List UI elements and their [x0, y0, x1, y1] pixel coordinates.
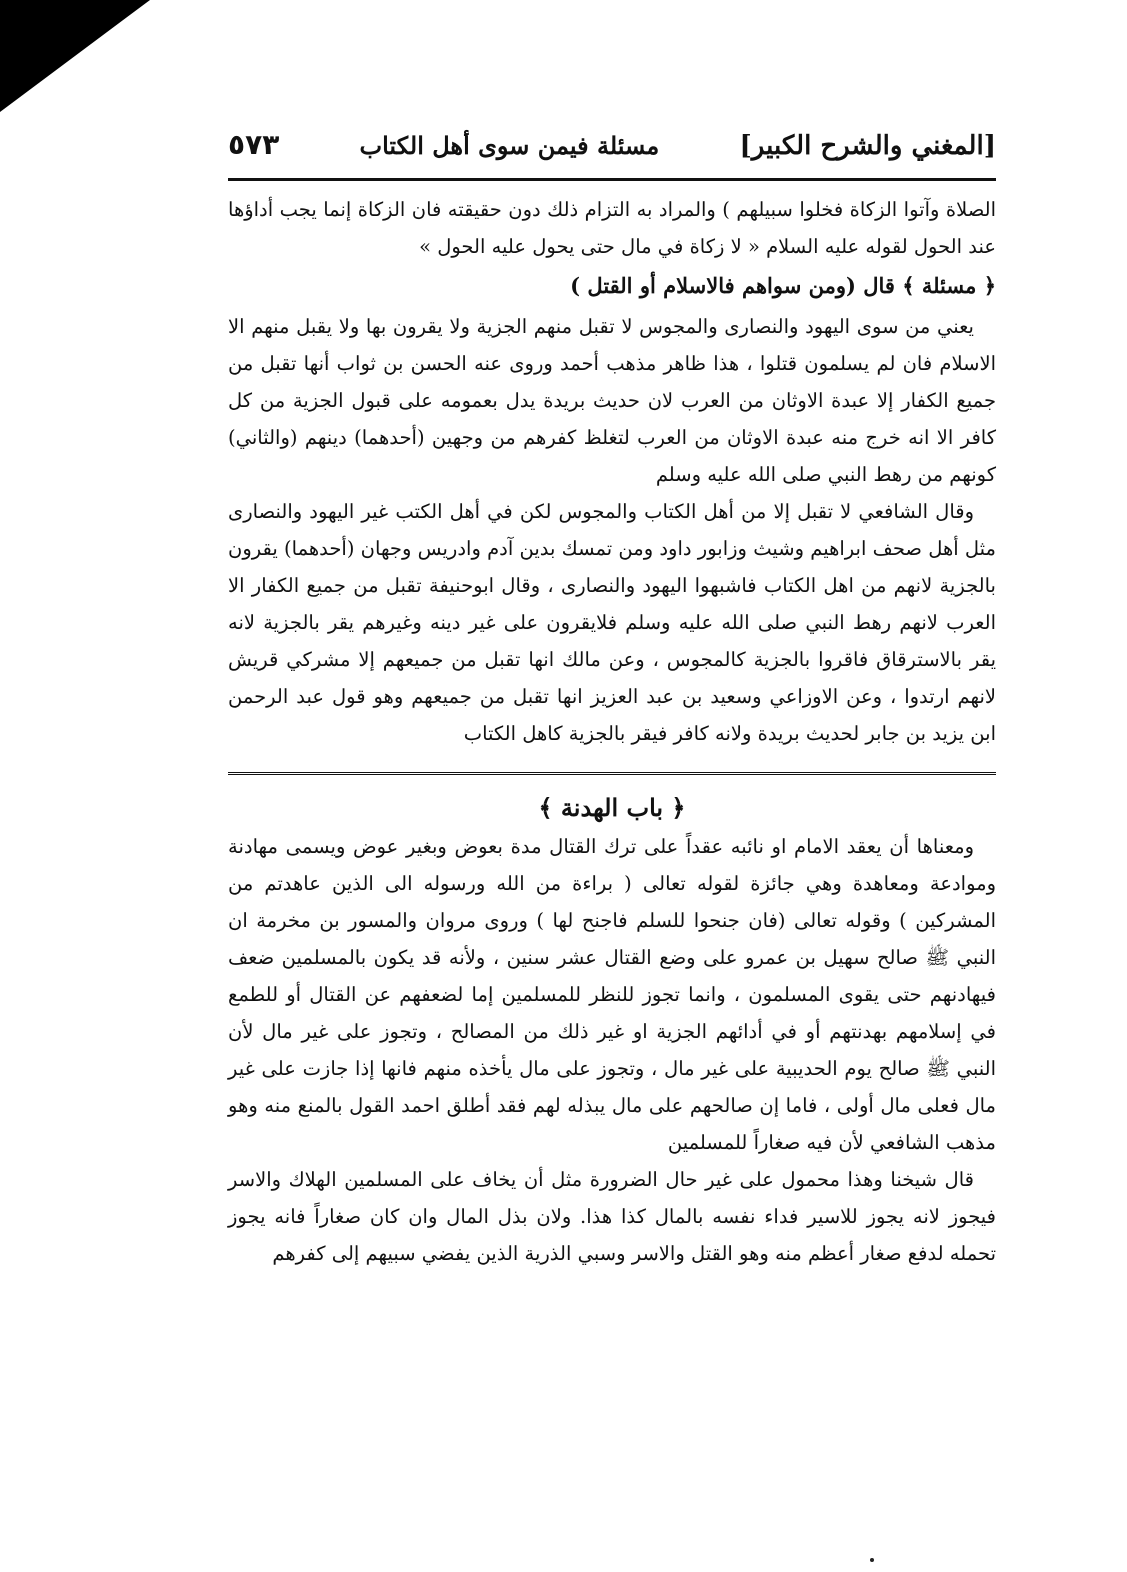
- paragraph-truce-definition: ومعناها أن يعقد الامام او نائبه عقداً على ترك القتال مدة بعوض وبغير عوض ويسمى مهادنة وموادعة ومعاهدة وهي جائزة لقوله تعالى ( براءة من الله ورسوله الى الذين عاهدتم من المشركين ) وقوله تعالى (فان جنحوا للسلم فاجنح لها ) وروى مروان والمسور بن مخرمة ان النبي ﷺ صالح سهيل بن عمرو على وضع القتال عشر سنين ، ولأنه قد يكون بالمسلمين ضعف فيهادنهم حتى يقوى المسلمون ، وانما تجوز للنظر للمسلمين إما لضعفهم عن القتال أو للطمع في إسلامهم بهدنتهم أو في أدائهم الجزية او غير ذلك من المصالح ، وتجوز على غير مال لأن النبي ﷺ صالح يوم الحديبية على غير مال ، وتجوز على مال يأخذه منهم فانها إذا جازت على غير مال فعلى مال أولى ، فاما إن صالحهم على مال يبذله لهم فقد أطلق احمد القول بالمنع منه وهو مذهب الشافعي لأن فيه صغاراً للمسلمين: [228, 835, 996, 1154]
- book-title: [المغني والشرح الكبير]: [739, 131, 996, 161]
- page-number: ٥٧٣: [228, 128, 280, 161]
- section-title: ﴿ باب الهدنة ﴾: [538, 793, 686, 822]
- book-page: [228, 128, 996, 1272]
- issue-heading: ﴿ مسئلة ﴾ قال (ومن سواهم فالاسلام أو القتل ): [570, 273, 996, 298]
- paragraph-opinions: وقال الشافعي لا تقبل إلا من أهل الكتاب والمجوس لكن في أهل الكتب غير اليهود والنصارى مثل أهل صحف ابراهيم وشيث وزابور داود ومن تمسك بدين آدم وادريس وجهان (أحدهما) يقرون بالجزية لانهم من اهل الكتاب فاشبهوا اليهود والنصارى ، وقال ابوحنيفة تقبل من جميع الكفار الا العرب لانهم رهط النبي صلى الله عليه وسلم فلايقرون على غير دينه وغيرهم يقر بالجزية لانه يقر بالاسترقاق فاقروا بالجزية كالمجوس ، وعن مالك انها تقبل من جميعهم إلا مشركي قريش لانهم ارتدوا ، وعن الاوزاعي وسعيد بن عبد العزيز انها تقبل من جميعهم وهو قول عبد الرحمن ابن يزيد بن جابر لحديث بريدة ولانه كافر فيقر بالجزية كاهل الكتاب: [228, 500, 996, 745]
- paragraph-continuation: الصلاة وآتوا الزكاة فخلوا سبيلهم ) والمراد به التزام ذلك دون حقيقته فان الزكاة إنما يجب أداؤها عند الحول لقوله عليه السلام « لا زكاة في مال حتى يحول عليه الحول »: [228, 198, 996, 258]
- page-dot: [870, 1558, 874, 1562]
- paragraph-sheikh-comment: قال شيخنا وهذا محمول على غير حال الضرورة مثل أن يخاف على المسلمين الهلاك والاسر فيجوز لانه يجوز للاسير فداء نفسه بالمال كذا هذا. ولان بذل المال وان كان صغاراً فانه يجوز تحمله لدفع صغار أعظم منه وهو القتل والاسر وسبي الذرية الذين يفضي سبيهم إلى كفرهم: [228, 1168, 996, 1265]
- running-header: [228, 128, 996, 178]
- header-rule: [228, 178, 996, 181]
- page-corner-shadow: [0, 0, 150, 112]
- chapter-title: مسئلة فيمن سوى أهل الكتاب: [359, 131, 660, 160]
- paragraph-explanation: يعني من سوى اليهود والنصارى والمجوس لا تقبل منهم الجزية ولا يقرون بها ولا يقبل منهم الا الاسلام فان لم يسلمون قتلوا ، هذا ظاهر مذهب أحمد وروى عنه الحسن بن ثواب أنها تقبل من جميع الكفار إلا عبدة الاوثان من العرب لان حديث بريدة يدل بعمومه على قبول الجزية من كل كافر الا انه خرج منه عبدة الاوثان من العرب لتغلظ كفرهم من وجهين (أحدهما) دينهم (والثاني) كونهم من رهط النبي صلى الله عليه وسلم: [228, 315, 996, 486]
- section-divider: [228, 772, 996, 779]
